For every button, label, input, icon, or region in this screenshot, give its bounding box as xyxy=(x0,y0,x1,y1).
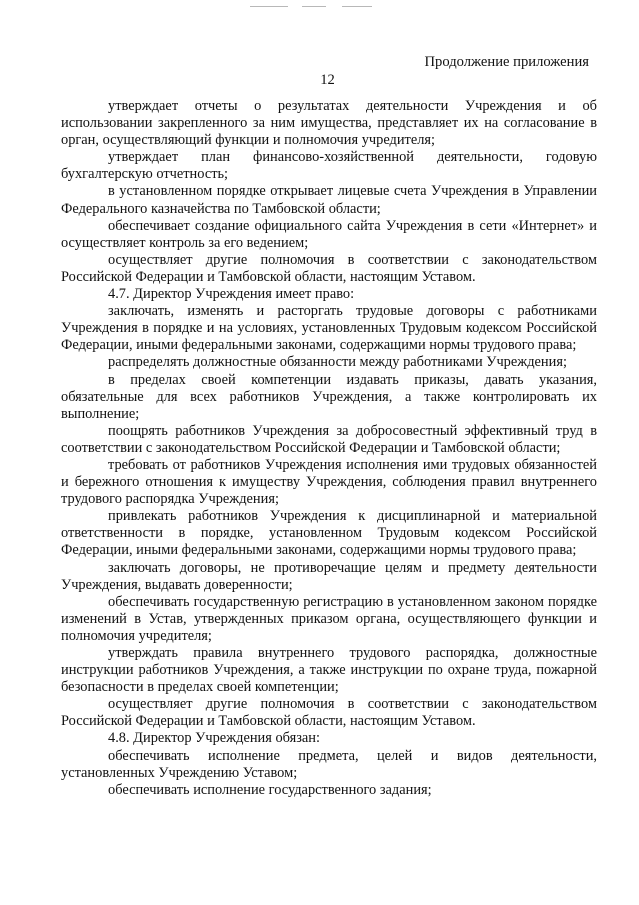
paragraph: в установленном порядке открывает лицевые счета Учреждения в Управлении Федерального казначейства по Тамбовской области; xyxy=(61,183,597,217)
paragraph: заключать договоры, не противоречащие целям и предмету деятельности Учреждения, выдавать доверенности; xyxy=(61,559,597,593)
paragraph: обеспечивает создание официального сайта Учреждения в сети «Интернет» и осуществляет контроль за его ведением; xyxy=(61,217,597,251)
paragraph: обеспечивать государственную регистрацию в установленном законом порядке изменений в Устав, утвержденных приказом органа, осуществляющего функции и полномочия учредителя; xyxy=(61,593,597,644)
paragraph: требовать от работников Учреждения исполнения ими трудовых обязанностей и бережного отношения к имуществу Учреждения, соблюдения правил внутреннего трудового распорядка Учреждения; xyxy=(61,456,597,508)
paragraph: заключать, изменять и расторгать трудовые договоры с работниками Учреждения в порядке и на условиях, установленных Трудовым кодексом Российской Федерации, иными федеральными законами, содержащими нормы трудового права; xyxy=(61,303,597,354)
paragraph: обеспечивать исполнение предмета, целей и видов деятельности, установленных Учреждению Уставом; xyxy=(61,747,597,781)
paragraph: в пределах своей компетенции издавать приказы, давать указания, обязательные для всех работников Учреждения, а также контролировать их выполнение; xyxy=(61,371,597,422)
scan-artifact-marks xyxy=(250,6,390,8)
paragraph: привлекать работников Учреждения к дисциплинарной и материальной ответственности в порядке, установленном Трудовым кодексом Российской Федерации, иными федеральными законами, содержащими нормы трудового права; xyxy=(61,508,597,559)
paragraph: осуществляет другие полномочия в соответствии с законодательством Российской Федерации и Тамбовской области, настоящим Уставом. xyxy=(61,696,597,730)
section-heading-4-8: 4.8. Директор Учреждения обязан: xyxy=(108,730,321,747)
appendix-continuation-label: Продолжение приложения xyxy=(424,54,589,70)
document-body xyxy=(61,98,597,799)
section-heading-4-7: 4.7. Директор Учреждения имеет право: xyxy=(108,286,355,303)
paragraph: осуществляет другие полномочия в соответствии с законодательством Российской Федерации и Тамбовской области, настоящим Уставом. xyxy=(61,251,597,285)
paragraph: поощрять работников Учреждения за добросовестный эффективный труд в соответствии с законодательством Российской Федерации и Тамбовской области; xyxy=(61,422,597,456)
paragraph: обеспечивать исполнение государственного задания; xyxy=(108,781,432,798)
paragraph: утверждает отчеты о результатах деятельности Учреждения и об использовании закрепленного за ним имущества, представляет их на согласование в орган, осуществляющий функции и полномочия учредителя; xyxy=(61,98,597,149)
paragraph: распределять должностные обязанности между работниками Учреждения; xyxy=(108,354,567,371)
paragraph: утверждать правила внутреннего трудового распорядка, должностные инструкции работников Учреждения, а также инструкции по охране труда, пожарной безопасности в пределах своей компетенции; xyxy=(61,645,597,696)
page-number: 12 xyxy=(320,72,335,88)
paragraph: утверждает план финансово-хозяйственной деятельности, годовую бухгалтерскую отчетность; xyxy=(61,149,597,183)
